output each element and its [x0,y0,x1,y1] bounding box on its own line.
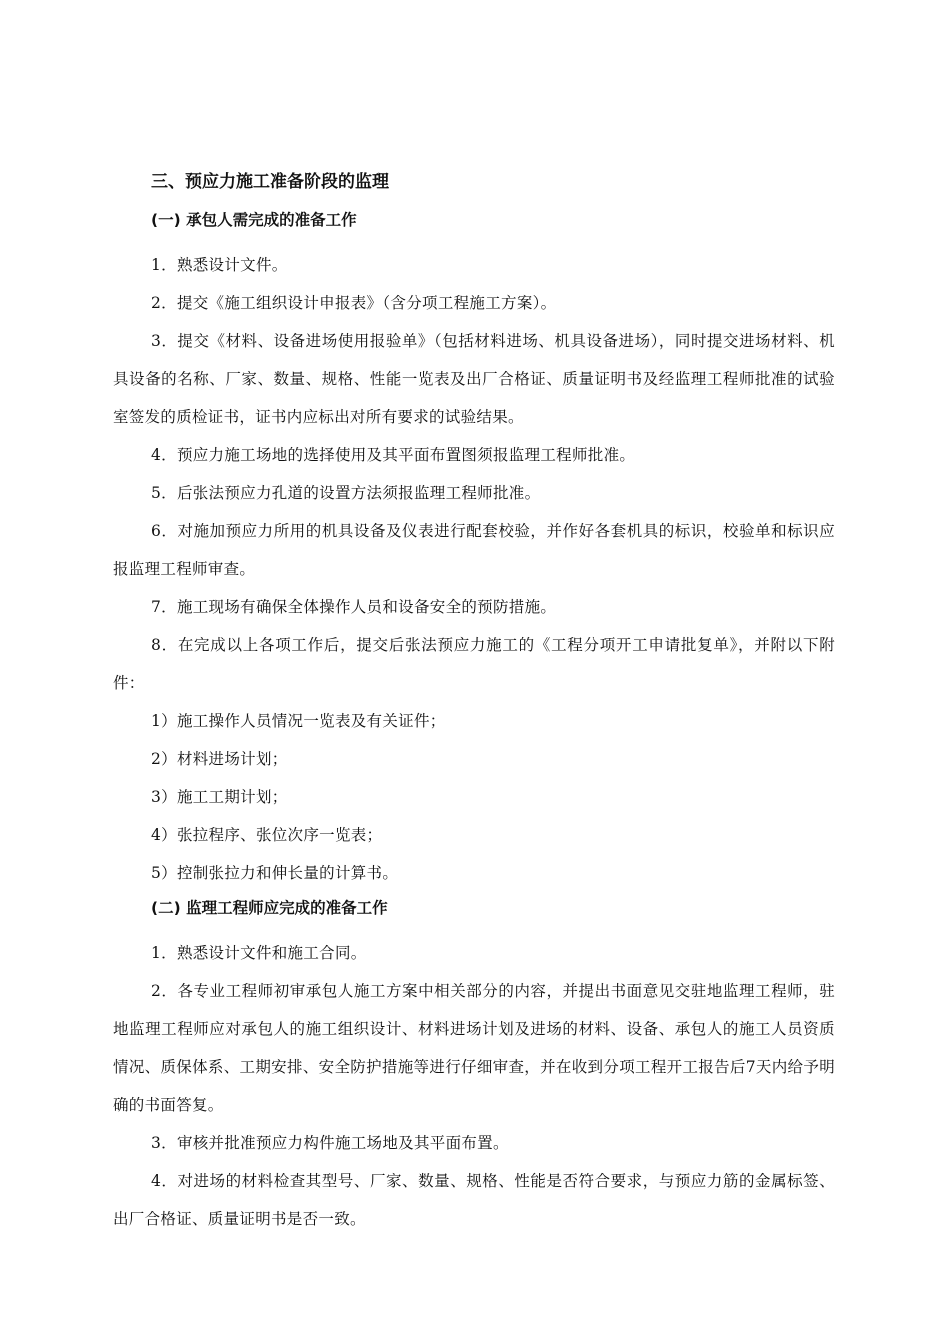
contractor-item-7: 7．施工现场有确保全体操作人员和设备安全的预防措施。 [151,598,557,616]
contractor-item-3: 3．提交《材料、设备进场使用报验单》（包括材料进场、机具设备进场），同时提交进场材料、机具设备的名称、厂家、数量、规格、性能一览表及出厂合格证、质量证明书及经监理工程师批准的试验室签发的质检证书，证书内应标出对所有要求的试验结果。 [113,332,835,426]
attachment-item-4: 4）张拉程序、张位次序一览表； [151,826,383,844]
supervisor-item-3: 3．审核并批准预应力构件施工场地及其平面布置。 [151,1134,509,1152]
contractor-item-5: 5．后张法预应力孔道的设置方法须报监理工程师批准。 [151,484,541,502]
subsection-title-contractor: (一) 承包人需完成的准备工作 [151,211,357,229]
attachment-item-5: 5）控制张拉力和伸长量的计算书。 [151,864,399,882]
contractor-item-6: 6．对施加预应力所用的机具设备及仪表进行配套校验，并作好各套机具的标识，校验单和标识应报监理工程师审查。 [113,522,835,578]
subsection-title-supervisor: (二) 监理工程师应完成的准备工作 [151,899,388,917]
contractor-item-1: 1．熟悉设计文件。 [151,256,288,274]
supervisor-item-2: 2．各专业工程师初审承包人施工方案中相关部分的内容，并提出书面意见交驻地监理工程师，驻地监理工程师应对承包人的施工组织设计、材料进场计划及进场的材料、设备、承包人的施工人员资质情况、质保体系、工期安排、安全防护措施等进行仔细审查，并在收到分项工程开工报告后7天内给予明确的书面答复。 [113,982,835,1114]
attachment-item-2: 2）材料进场计划； [151,750,288,768]
attachment-item-1: 1）施工操作人员情况一览表及有关证件； [151,712,446,730]
document-body [113,170,835,1238]
attachment-item-3: 3）施工工期计划； [151,788,288,806]
contractor-item-8: 8．在完成以上各项工作后，提交后张法预应力施工的《工程分项开工申请批复单》，并附以下附件： [113,636,835,692]
supervisor-item-4: 4．对进场的材料检查其型号、厂家、数量、规格、性能是否符合要求，与预应力筋的金属标签、出厂合格证、质量证明书是否一致。 [113,1172,835,1228]
contractor-item-4: 4．预应力施工场地的选择使用及其平面布置图须报监理工程师批准。 [151,446,636,464]
section-title: 三、预应力施工准备阶段的监理 [151,172,389,192]
contractor-item-2: 2．提交《施工组织设计申报表》（含分项工程施工方案）。 [151,294,557,312]
supervisor-item-1: 1．熟悉设计文件和施工合同。 [151,944,367,962]
